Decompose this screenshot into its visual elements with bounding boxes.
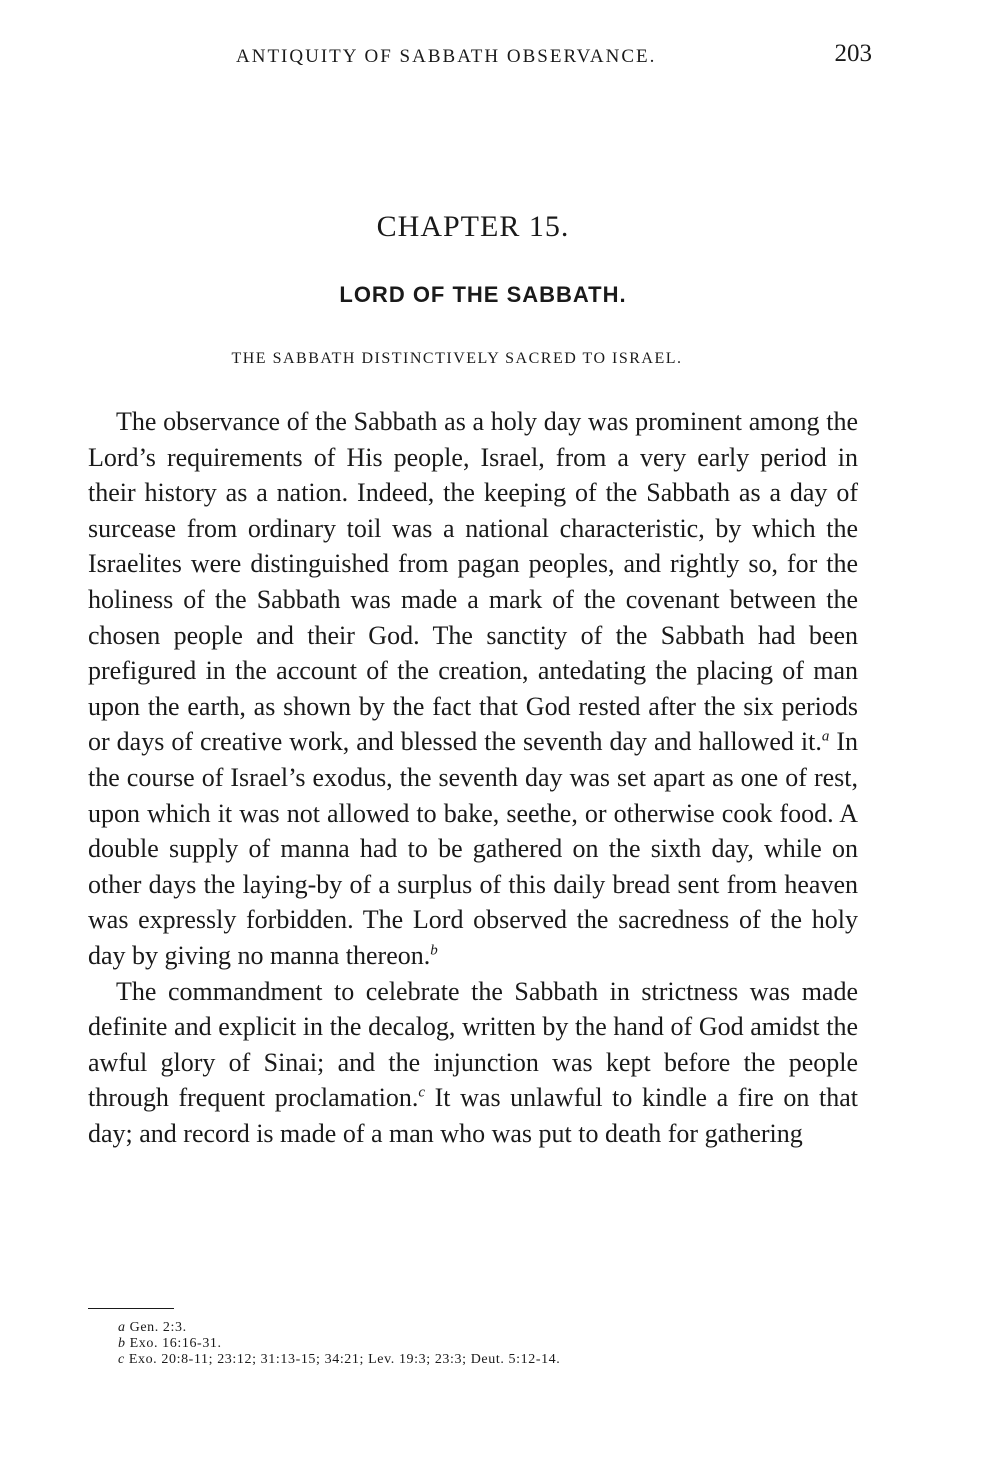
chapter-number: CHAPTER 15. (376, 210, 570, 243)
footnote-c (118, 1352, 858, 1368)
footnote-a (118, 1320, 858, 1336)
body-text (88, 404, 858, 1151)
page-number: 203 (834, 40, 872, 67)
chapter-title: LORD OF THE SABBATH. (339, 282, 627, 307)
footnote-b (118, 1336, 858, 1352)
paragraph-1-text-a: The observance of the Sabbath as a holy day was prominent among the Lord’s requirements of His people, Israel, from a very early period in their history as a nation. Indeed, the keeping of the Sabbath as a day of surcease from ordinary toil was a national characteristic, by which the Israelites were distinguished from pagan peoples, and rightly so, for the holiness of the Sabbath was made a mark of the covenant between the chosen people and their God. The sanctity of the Sabbath had been prefigured in the account of the creation, antedating the placing of man upon the earth, as shown by the fact that God rested after the six periods or days of creative work, and blessed the seventh day and hallowed it. (88, 407, 858, 757)
footnote-mark: a (118, 1320, 126, 1335)
running-title: ANTIQUITY OF SABBATH OBSERVANCE. (236, 46, 657, 67)
footnote-text: Exo. 20:8-11; 23:12; 31:13-15; 34:21; Lev. 19:3; 23:3; Deut. 5:12-14. (128, 1352, 561, 1367)
footnote-divider (88, 1308, 174, 1309)
footnote-ref-c: c (418, 1084, 426, 1101)
paragraph-1-text-b: In the course of Israel’s exodus, the seventh day was set apart as one of rest, upon which it was not allowed to bake, seethe, or otherwise cook food. A double supply of manna had to be gathered on the sixth day, while on other days the laying-by of a surplus of this daily bread sent from heaven was expressly forbidden. The Lord observed the sacredness of the holy day by giving no manna thereon. (88, 727, 858, 970)
footnotes (118, 1320, 858, 1368)
running-head (88, 40, 872, 76)
paragraph-2-text-b: It was unlawful to kindle a fire on that day; and record is made of a man who was put to death for gathering (88, 1083, 858, 1148)
footnote-text: Gen. 2:3. (129, 1320, 187, 1335)
section-heading: THE SABBATH DISTINCTIVELY SACRED TO ISRAEL. (231, 350, 683, 367)
paragraph-2 (88, 974, 858, 1152)
footnote-mark: c (118, 1352, 125, 1367)
footnote-mark: b (118, 1336, 126, 1351)
paragraph-2-text-a: The commandment to celebrate the Sabbath in strictness was made definite and explicit in the decalog, written by the hand of God amidst the awful glory of Sinai; and the injunction was kept before the people through frequent proclamation. (88, 976, 858, 1113)
footnote-ref-a: a (821, 728, 830, 745)
footnote-ref-b: b (430, 942, 438, 959)
footnote-text: Exo. 16:16-31. (129, 1336, 222, 1351)
paragraph-1 (88, 404, 858, 974)
